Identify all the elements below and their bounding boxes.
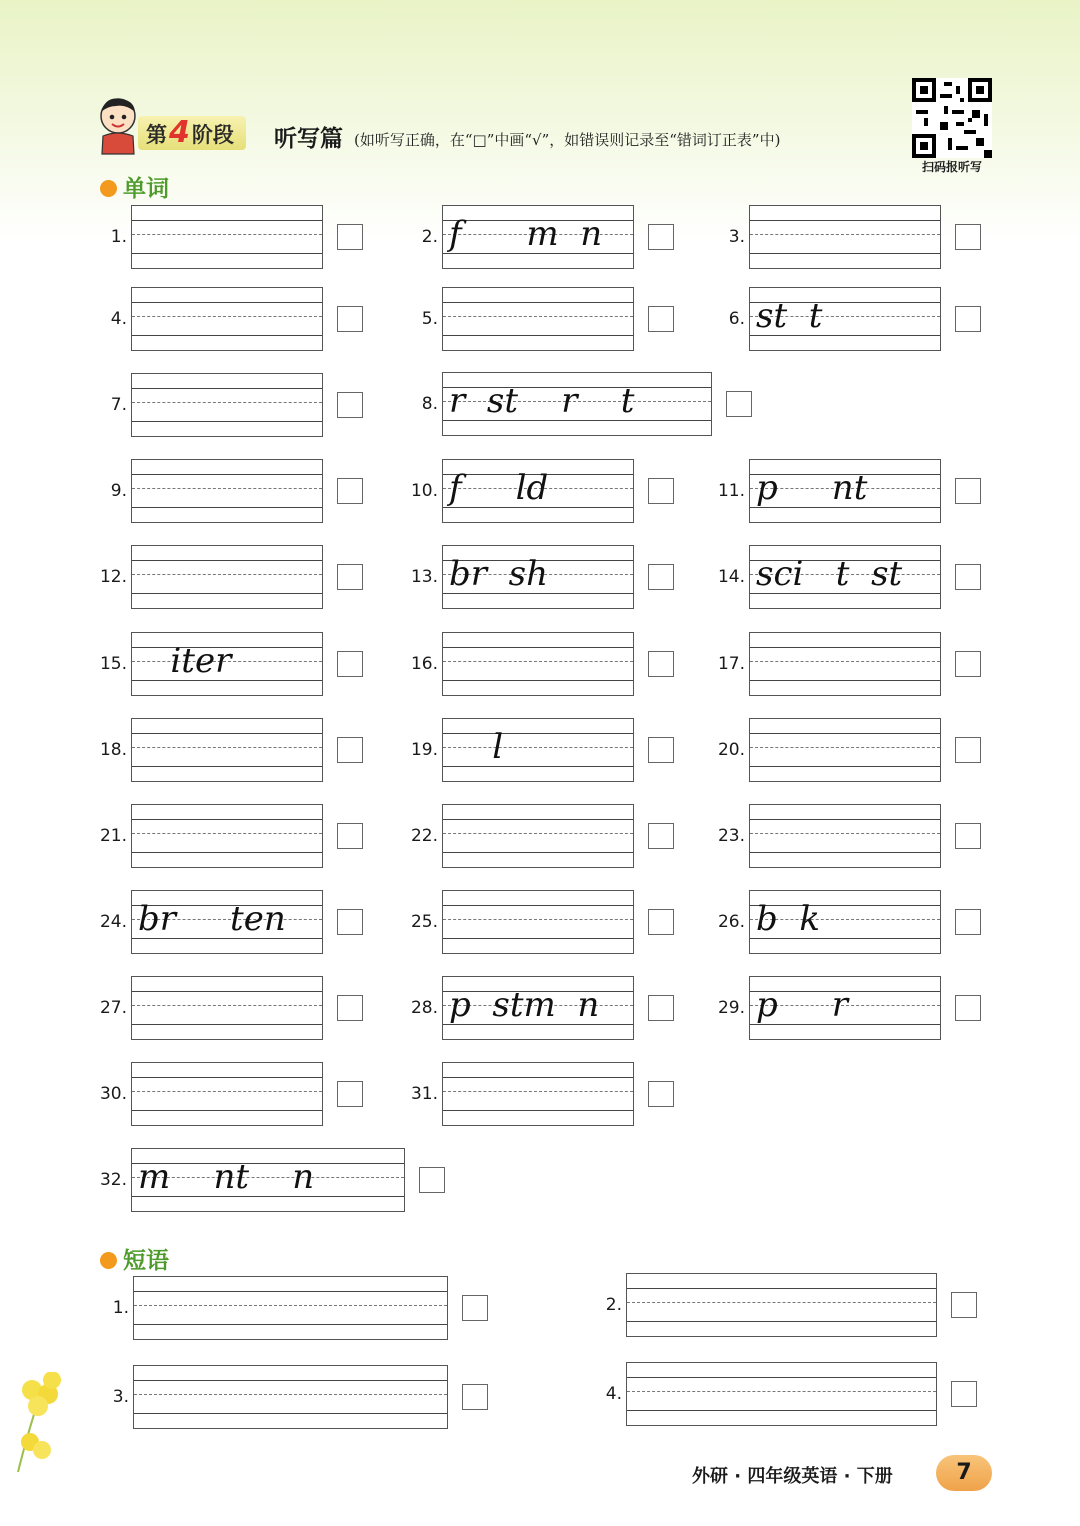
writing-lines-field[interactable]: [749, 890, 941, 954]
word-item: [99, 545, 323, 609]
item-number: 11.: [717, 481, 745, 501]
check-box[interactable]: [955, 564, 981, 590]
writing-lines-field[interactable]: [749, 632, 941, 696]
word-item: [717, 976, 941, 1040]
words-section-title: [100, 170, 169, 203]
stage-suffix: 阶段: [191, 123, 234, 147]
writing-lines-field[interactable]: [749, 205, 941, 269]
handwritten-hint: st t: [756, 296, 823, 336]
writing-lines-field[interactable]: [442, 804, 634, 868]
word-item: [410, 976, 634, 1040]
check-box[interactable]: [337, 392, 363, 418]
check-box[interactable]: [648, 995, 674, 1021]
check-box[interactable]: [337, 737, 363, 763]
writing-lines-field[interactable]: [131, 459, 323, 523]
word-item: [99, 1148, 405, 1212]
writing-lines-field[interactable]: [442, 632, 634, 696]
word-item: [410, 718, 634, 782]
word-item: [110, 205, 323, 269]
check-box[interactable]: [955, 651, 981, 677]
check-box[interactable]: [337, 651, 363, 677]
item-number: 30.: [99, 1084, 127, 1104]
word-item: [410, 545, 634, 609]
item-number: 17.: [717, 654, 745, 674]
check-box[interactable]: [337, 1081, 363, 1107]
qr-caption: 扫码报听写: [921, 160, 982, 174]
writing-lines-field[interactable]: [131, 1062, 323, 1126]
writing-lines-field[interactable]: [131, 632, 323, 696]
item-number: 12.: [99, 567, 127, 587]
writing-lines-field[interactable]: [626, 1273, 937, 1337]
word-item: [99, 804, 323, 868]
word-item: [717, 804, 941, 868]
item-number: 4.: [110, 309, 127, 329]
writing-lines-field[interactable]: [749, 718, 941, 782]
word-item: [110, 287, 323, 351]
writing-lines-field[interactable]: [442, 890, 634, 954]
word-item: [421, 372, 712, 436]
item-number: 31.: [410, 1084, 438, 1104]
word-item: [717, 545, 941, 609]
check-box[interactable]: [726, 391, 752, 417]
writing-lines-field[interactable]: [442, 1062, 634, 1126]
writing-lines-field[interactable]: [749, 287, 941, 351]
item-number: 8.: [421, 394, 438, 414]
writing-lines-field[interactable]: [131, 804, 323, 868]
word-item: [717, 632, 941, 696]
stage-badge: [138, 116, 246, 150]
item-number: 29.: [717, 998, 745, 1018]
check-box[interactable]: [337, 909, 363, 935]
stage-number: 4: [169, 115, 190, 150]
item-number: 26.: [717, 912, 745, 932]
check-box[interactable]: [955, 224, 981, 250]
writing-lines-field[interactable]: [442, 976, 634, 1040]
writing-lines-field[interactable]: [626, 1362, 937, 1426]
phrases-title-label: 短语: [123, 1248, 169, 1274]
stage-prefix: 第: [146, 123, 167, 147]
item-number: 16.: [410, 654, 438, 674]
item-number: 20.: [717, 740, 745, 760]
item-number: 1.: [110, 227, 127, 247]
item-number: 10.: [410, 481, 438, 501]
check-box[interactable]: [648, 564, 674, 590]
word-item: [410, 890, 634, 954]
item-number: 13.: [410, 567, 438, 587]
word-item: [410, 632, 634, 696]
word-item: [99, 976, 323, 1040]
item-number: 23.: [717, 826, 745, 846]
item-number: 2.: [605, 1295, 622, 1315]
check-box[interactable]: [955, 737, 981, 763]
page-number: 7: [936, 1455, 992, 1491]
phrase-item: [605, 1273, 937, 1337]
writing-lines-field[interactable]: [131, 976, 323, 1040]
word-item: [717, 890, 941, 954]
word-item: [717, 718, 941, 782]
check-box[interactable]: [337, 995, 363, 1021]
writing-lines-field[interactable]: [749, 459, 941, 523]
check-box[interactable]: [648, 909, 674, 935]
item-number: 7.: [110, 395, 127, 415]
check-box[interactable]: [955, 823, 981, 849]
item-number: 9.: [110, 481, 127, 501]
item-number: 5.: [421, 309, 438, 329]
check-box[interactable]: [648, 306, 674, 332]
writing-lines-field[interactable]: [442, 459, 634, 523]
handwritten-hint: p stm n: [449, 985, 600, 1025]
handwritten-hint: p r: [756, 985, 849, 1025]
writing-lines-field[interactable]: [131, 1148, 405, 1212]
handwritten-hint: f ld: [449, 468, 549, 508]
check-box[interactable]: [337, 823, 363, 849]
word-item: [717, 459, 941, 523]
handwritten-hint: b k: [756, 899, 820, 939]
check-box[interactable]: [951, 1292, 977, 1318]
item-number: 18.: [99, 740, 127, 760]
handwritten-hint: br sh: [449, 554, 548, 594]
word-item: [410, 1062, 634, 1126]
check-box[interactable]: [955, 478, 981, 504]
check-box[interactable]: [648, 224, 674, 250]
book-title: 外研 · 四年级英语 · 下册: [692, 1466, 893, 1487]
check-box[interactable]: [462, 1295, 488, 1321]
word-item: [99, 890, 323, 954]
word-item: [110, 459, 323, 523]
check-box[interactable]: [462, 1384, 488, 1410]
writing-lines-field[interactable]: [131, 718, 323, 782]
bullet-dot-icon: [100, 1252, 117, 1269]
item-number: 3.: [728, 227, 745, 247]
check-box[interactable]: [951, 1381, 977, 1407]
writing-lines-field[interactable]: [442, 205, 634, 269]
writing-lines-field[interactable]: [133, 1276, 448, 1340]
qr-code-icon[interactable]: [912, 78, 992, 158]
writing-lines-field[interactable]: [442, 545, 634, 609]
item-number: 27.: [99, 998, 127, 1018]
handwritten-hint: iter: [138, 641, 232, 681]
word-item: [421, 205, 634, 269]
check-box[interactable]: [419, 1167, 445, 1193]
word-item: [421, 287, 634, 351]
item-number: 19.: [410, 740, 438, 760]
writing-lines-field[interactable]: [442, 372, 712, 436]
page-header: [96, 92, 1016, 172]
handwritten-hint: l: [449, 727, 504, 767]
word-item: [728, 287, 941, 351]
word-item: [410, 459, 634, 523]
bullet-dot-icon: [100, 180, 117, 197]
item-number: 25.: [410, 912, 438, 932]
item-number: 4.: [605, 1384, 622, 1404]
check-box[interactable]: [337, 564, 363, 590]
writing-lines-field[interactable]: [442, 718, 634, 782]
flower-decoration-icon: [8, 1372, 78, 1482]
item-number: 28.: [410, 998, 438, 1018]
word-item: [728, 205, 941, 269]
item-number: 24.: [99, 912, 127, 932]
instruction-text: (如听写正确，在“□”中画“√”，如错误则记录至“错词订正表”中): [354, 131, 781, 149]
phrases-section-title: [100, 1242, 169, 1275]
word-item: [110, 373, 323, 437]
handwritten-hint: sci t st: [756, 554, 903, 594]
writing-lines-field[interactable]: [131, 205, 323, 269]
handwritten-hint: br ten: [138, 899, 286, 939]
item-number: 15.: [99, 654, 127, 674]
check-box[interactable]: [648, 737, 674, 763]
word-item: [99, 1062, 323, 1126]
item-number: 1.: [112, 1298, 129, 1318]
check-box[interactable]: [955, 306, 981, 332]
writing-lines-field[interactable]: [133, 1365, 448, 1429]
writing-lines-field[interactable]: [749, 976, 941, 1040]
handwritten-hint: f m n: [449, 214, 603, 254]
phrase-item: [112, 1276, 448, 1340]
check-box[interactable]: [648, 1081, 674, 1107]
check-box[interactable]: [337, 306, 363, 332]
writing-lines-field[interactable]: [749, 804, 941, 868]
handwritten-hint: m nt n: [138, 1157, 315, 1197]
words-title-label: 单词: [123, 176, 169, 202]
check-box[interactable]: [337, 224, 363, 250]
item-number: 21.: [99, 826, 127, 846]
phrase-item: [112, 1365, 448, 1429]
phrase-item: [605, 1362, 937, 1426]
item-number: 2.: [421, 227, 438, 247]
writing-lines-field[interactable]: [131, 545, 323, 609]
item-number: 32.: [99, 1170, 127, 1190]
word-item: [410, 804, 634, 868]
section-title: 听写篇: [274, 126, 343, 152]
word-item: [99, 718, 323, 782]
check-box[interactable]: [648, 651, 674, 677]
check-box[interactable]: [337, 478, 363, 504]
writing-lines-field[interactable]: [131, 373, 323, 437]
boy-mascot-icon: [96, 96, 140, 158]
check-box[interactable]: [648, 478, 674, 504]
item-number: 6.: [728, 309, 745, 329]
check-box[interactable]: [648, 823, 674, 849]
item-number: 14.: [717, 567, 745, 587]
writing-lines-field[interactable]: [131, 890, 323, 954]
item-number: 22.: [410, 826, 438, 846]
check-box[interactable]: [955, 909, 981, 935]
writing-lines-field[interactable]: [442, 287, 634, 351]
handwritten-hint: r st r t: [449, 381, 635, 421]
handwritten-hint: p nt: [756, 468, 868, 508]
writing-lines-field[interactable]: [749, 545, 941, 609]
check-box[interactable]: [955, 995, 981, 1021]
item-number: 3.: [112, 1387, 129, 1407]
writing-lines-field[interactable]: [131, 287, 323, 351]
word-item: [99, 632, 323, 696]
